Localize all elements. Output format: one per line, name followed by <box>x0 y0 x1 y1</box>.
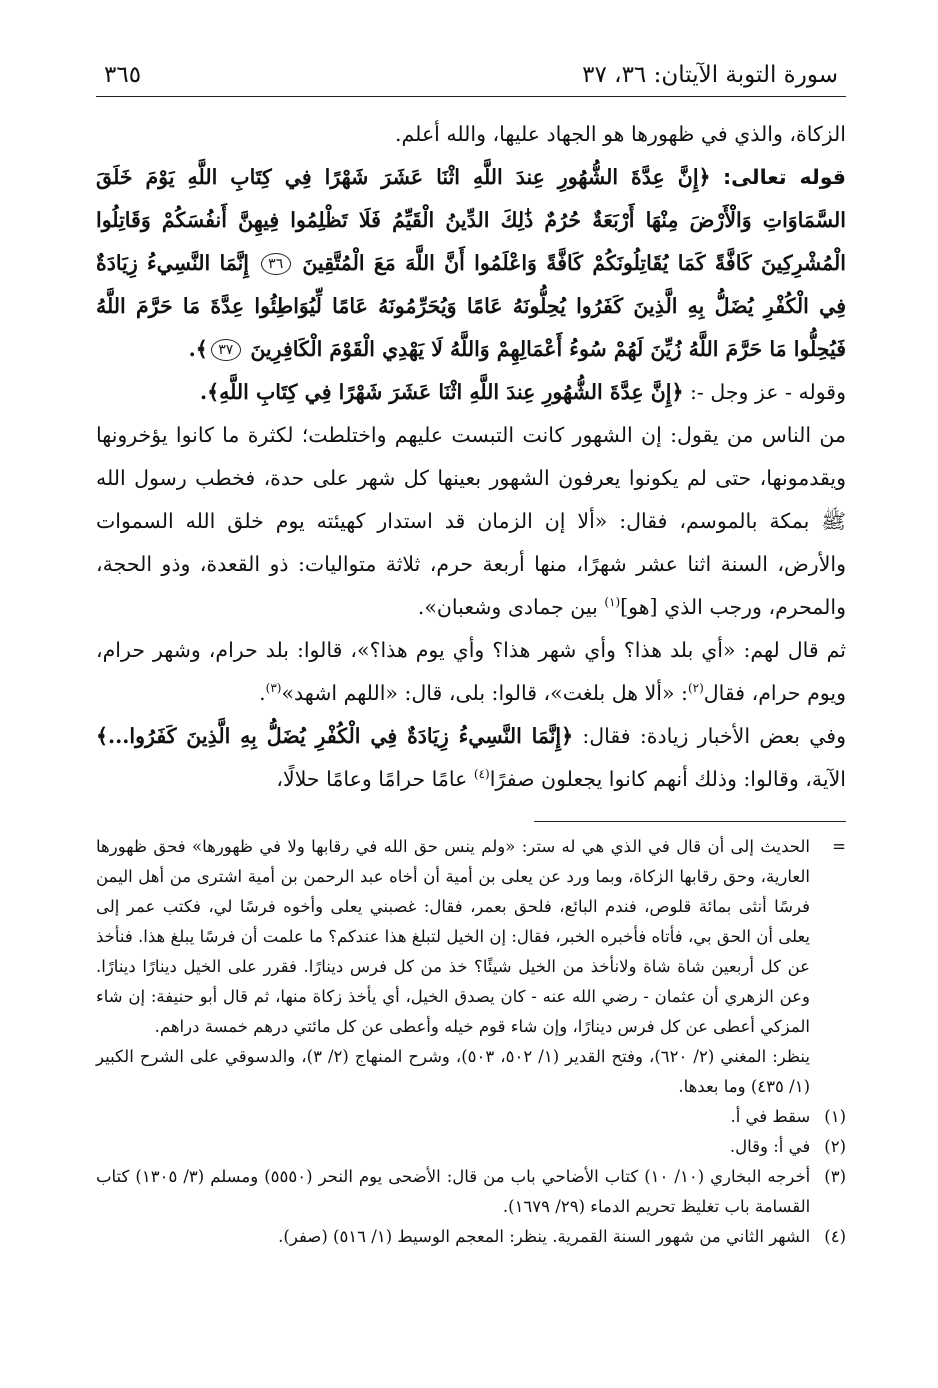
paragraph-3-lead: وقوله - عز وجل -: <box>690 379 846 404</box>
verse-number-37: ٣٧ <box>211 339 241 361</box>
paragraph-5-text-b: : «ألا هل بلغت»، قالوا: بلى، قال: «اللهم اشهد» <box>281 680 688 705</box>
paragraph-5 <box>96 629 846 715</box>
footnote-ref-2[interactable]: (٢) <box>687 680 704 695</box>
main-text <box>96 113 846 801</box>
footnote-number: (١) <box>824 1106 846 1126</box>
continuation-text: الحديث إلى أن قال في الذي هي له ستر: «ولم ينس حق الله في رقابها ولا في ظهورها» فحق ظهورها العارية، وحق رقابها الزكاة، وبما ورد عن يعلى بن أمية أن أخاه عبد الرحمن بن أمية اشترى من أهل اليمن فرسًا أنثى بمائة قلوص، فندم البائع، فلحق بعمر، فقال: غصبني يعلى وأخوه فرسًا لي، فكتب عمر إلى يعلى أن الحق بي، فأتاه فأخبره الخبر، فقال: إن الخيل لتبلغ هذا عندكم؟ ما علمت أن فرسًا يبلغ هذا. فنأخذ عن كل أربعين شاة شاة ولانأخذ من الخيل شيئًا؟ خذ من كل فرس دينارًا. فقرر على الخيل دينارًا دينارًا. وعن الزهري أن عثمان - رضي الله عنه - كان يصدق الخيل، أي يأخذ زكاة منها، ثم قال أبو حنيفة: إن شاء المزكي أعطى عن كل فرس دينارًا، وإن شاء قوم خيله وأعطى عن كل مائتي درهم خمسة دراهم. <box>96 836 810 1036</box>
footnote-ref-4[interactable]: (٤) <box>473 766 490 781</box>
paragraph-1: الزكاة، والذي في ظهورها هو الجهاد عليها، والله أعلم. <box>395 121 846 146</box>
footnote-number: (٣) <box>824 1166 846 1186</box>
quran-quote-nasi: ﴿إِنَّمَا النَّسِيءُ زِيَادَةٌ فِي الْكُفْرِ يُضَلُّ بِهِ الَّذِينَ كَفَرُوا...﴾ <box>96 723 574 748</box>
footnote-continuation <box>96 832 846 1102</box>
running-header <box>96 62 846 97</box>
paragraph-3 <box>96 371 846 414</box>
footnote-ref-3[interactable]: (٣) <box>265 680 282 695</box>
quran-verse-37: إِنَّمَا النَّسِيءُ زِيَادَةٌ فِي الْكُفْرِ يُضَلُّ بِهِ الَّذِينَ كَفَرُوا يُحِلُّونَهُ عَامًا وَيُحَرِّمُونَهُ عَامًا لِّيُوَاطِئُوا عِدَّةَ مَا حَرَّمَ اللَّهُ فَيُحِلُّوا مَا حَرَّمَ اللَّهُ زُيِّنَ لَهُمْ سُوءُ أَعْمَالِهِمْ وَاللَّهُ لَا يَهْدِي الْقَوْمَ الْكَافِرِينَ <box>96 250 846 361</box>
verse-intro: قوله تعالى: <box>722 164 846 189</box>
header-title: سورة التوبة الآيتان: ٣٦، ٣٧ <box>582 62 838 88</box>
paragraph-4 <box>96 414 846 629</box>
footnote-2 <box>96 1132 846 1162</box>
footnote-text: الشهر الثاني من شهور السنة القمرية. ينظر: المعجم الوسيط (١/ ٥١٦) (صفر). <box>278 1226 811 1246</box>
footnote-separator <box>534 821 846 822</box>
footnote-text: سقط في أ. <box>730 1106 811 1126</box>
footnotes <box>96 832 846 1252</box>
footnote-1 <box>96 1102 846 1132</box>
quran-verse-36: ﴿إِنَّ عِدَّةَ الشُّهُورِ عِندَ اللَّهِ اثْنَا عَشَرَ شَهْرًا فِي كِتَابِ اللَّهِ يَوْمَ خَلَقَ السَّمَاوَاتِ وَالْأَرْضَ مِنْهَا أَرْبَعَةٌ حُرُمٌ ذَٰلِكَ الدِّينُ الْقَيِّمُ فَلَا تَظْلِمُوا فِيهِنَّ أَنفُسَكُمْ وَقَاتِلُوا الْمُشْرِكِينَ كَافَّةً كَمَا يُقَاتِلُونَكُمْ كَافَّةً وَاعْلَمُوا أَنَّ اللَّهَ مَعَ الْمُتَّقِينَ <box>96 164 846 275</box>
paragraph-5-text-c: . <box>259 680 266 705</box>
footnote-number: (٤) <box>824 1226 846 1246</box>
footnote-ref-1[interactable]: (١) <box>604 594 621 609</box>
paragraph-4-text: من الناس من يقول: إن الشهور كانت التبست عليهم واختلطت؛ لكثرة ما كانوا يؤخرونها ويقدمونها، حتى لم يكونوا يعرفون الشهور بعينها كل شهر على حدة، فخطب رسول الله ﷺ بمكة بالموسم، فقال: «ألا إن الزمان قد استدار كهيئته يوم خلق الله السموات والأرض، السنة اثنا عشر شهرًا، منها أربعة حرم، ثلاثة متواليات: ذو القعدة، وذو الحجة، والمحرم، ورجب الذي [هو] <box>96 422 846 619</box>
paragraph-2 <box>96 156 846 371</box>
footnote-text: أخرجه البخاري (١٠/ ١٠) كتاب الأضاحي باب من قال: الأضحى يوم النحر (٥٥٥٠) ومسلم (٣/ ١٣٠٥) كتاب القسامة باب تغليظ تحريم الدماء (٢٩/ ١٦٧٩). <box>96 1166 811 1216</box>
footnote-4 <box>96 1222 846 1252</box>
page-number: ٣٦٥ <box>104 62 142 88</box>
footnote-3 <box>96 1162 846 1222</box>
paragraph-6 <box>96 715 846 801</box>
continuation-mark: = <box>832 836 846 856</box>
paragraph-6-text-a: وفي بعض الأخبار زيادة: فقال: <box>582 723 846 748</box>
verse-number-36: ٣٦ <box>261 253 291 275</box>
paragraph-5-text-a: ثم قال لهم: «أي بلد هذا؟ وأي شهر هذا؟ وأي يوم هذا؟»، قالوا: بلد حرام، وشهر حرام، ويوم حرام، فقال <box>96 637 846 705</box>
verse-close: ﴾. <box>188 336 208 361</box>
footnote-text: في أ: وقال. <box>729 1136 811 1156</box>
footnote-number: (٢) <box>824 1136 846 1156</box>
quran-quote: ﴿إِنَّ عِدَّةَ الشُّهُورِ عِندَ اللَّهِ اثْنَا عَشَرَ شَهْرًا فِي كِتَابِ اللَّهِ﴾. <box>199 379 684 404</box>
paragraph-4-end: بين جمادى وشعبان». <box>417 594 605 619</box>
continuation-references: ينظر: المغني (٢/ ٦٢٠)، وفتح القدير (١/ ٥٠٢، ٥٠٣)، وشرح المنهاج (٢/ ٣)، والدسوقي على الشرح الكبير (١/ ٤٣٥) وما بعدها. <box>96 1046 810 1096</box>
paragraph-6-text-c: عامًا حرامًا وعامًا حلالًا، <box>276 766 474 791</box>
paragraph-6-text-b: الآية، وقالوا: وذلك أنهم كانوا يجعلون صفرًا <box>489 766 846 791</box>
